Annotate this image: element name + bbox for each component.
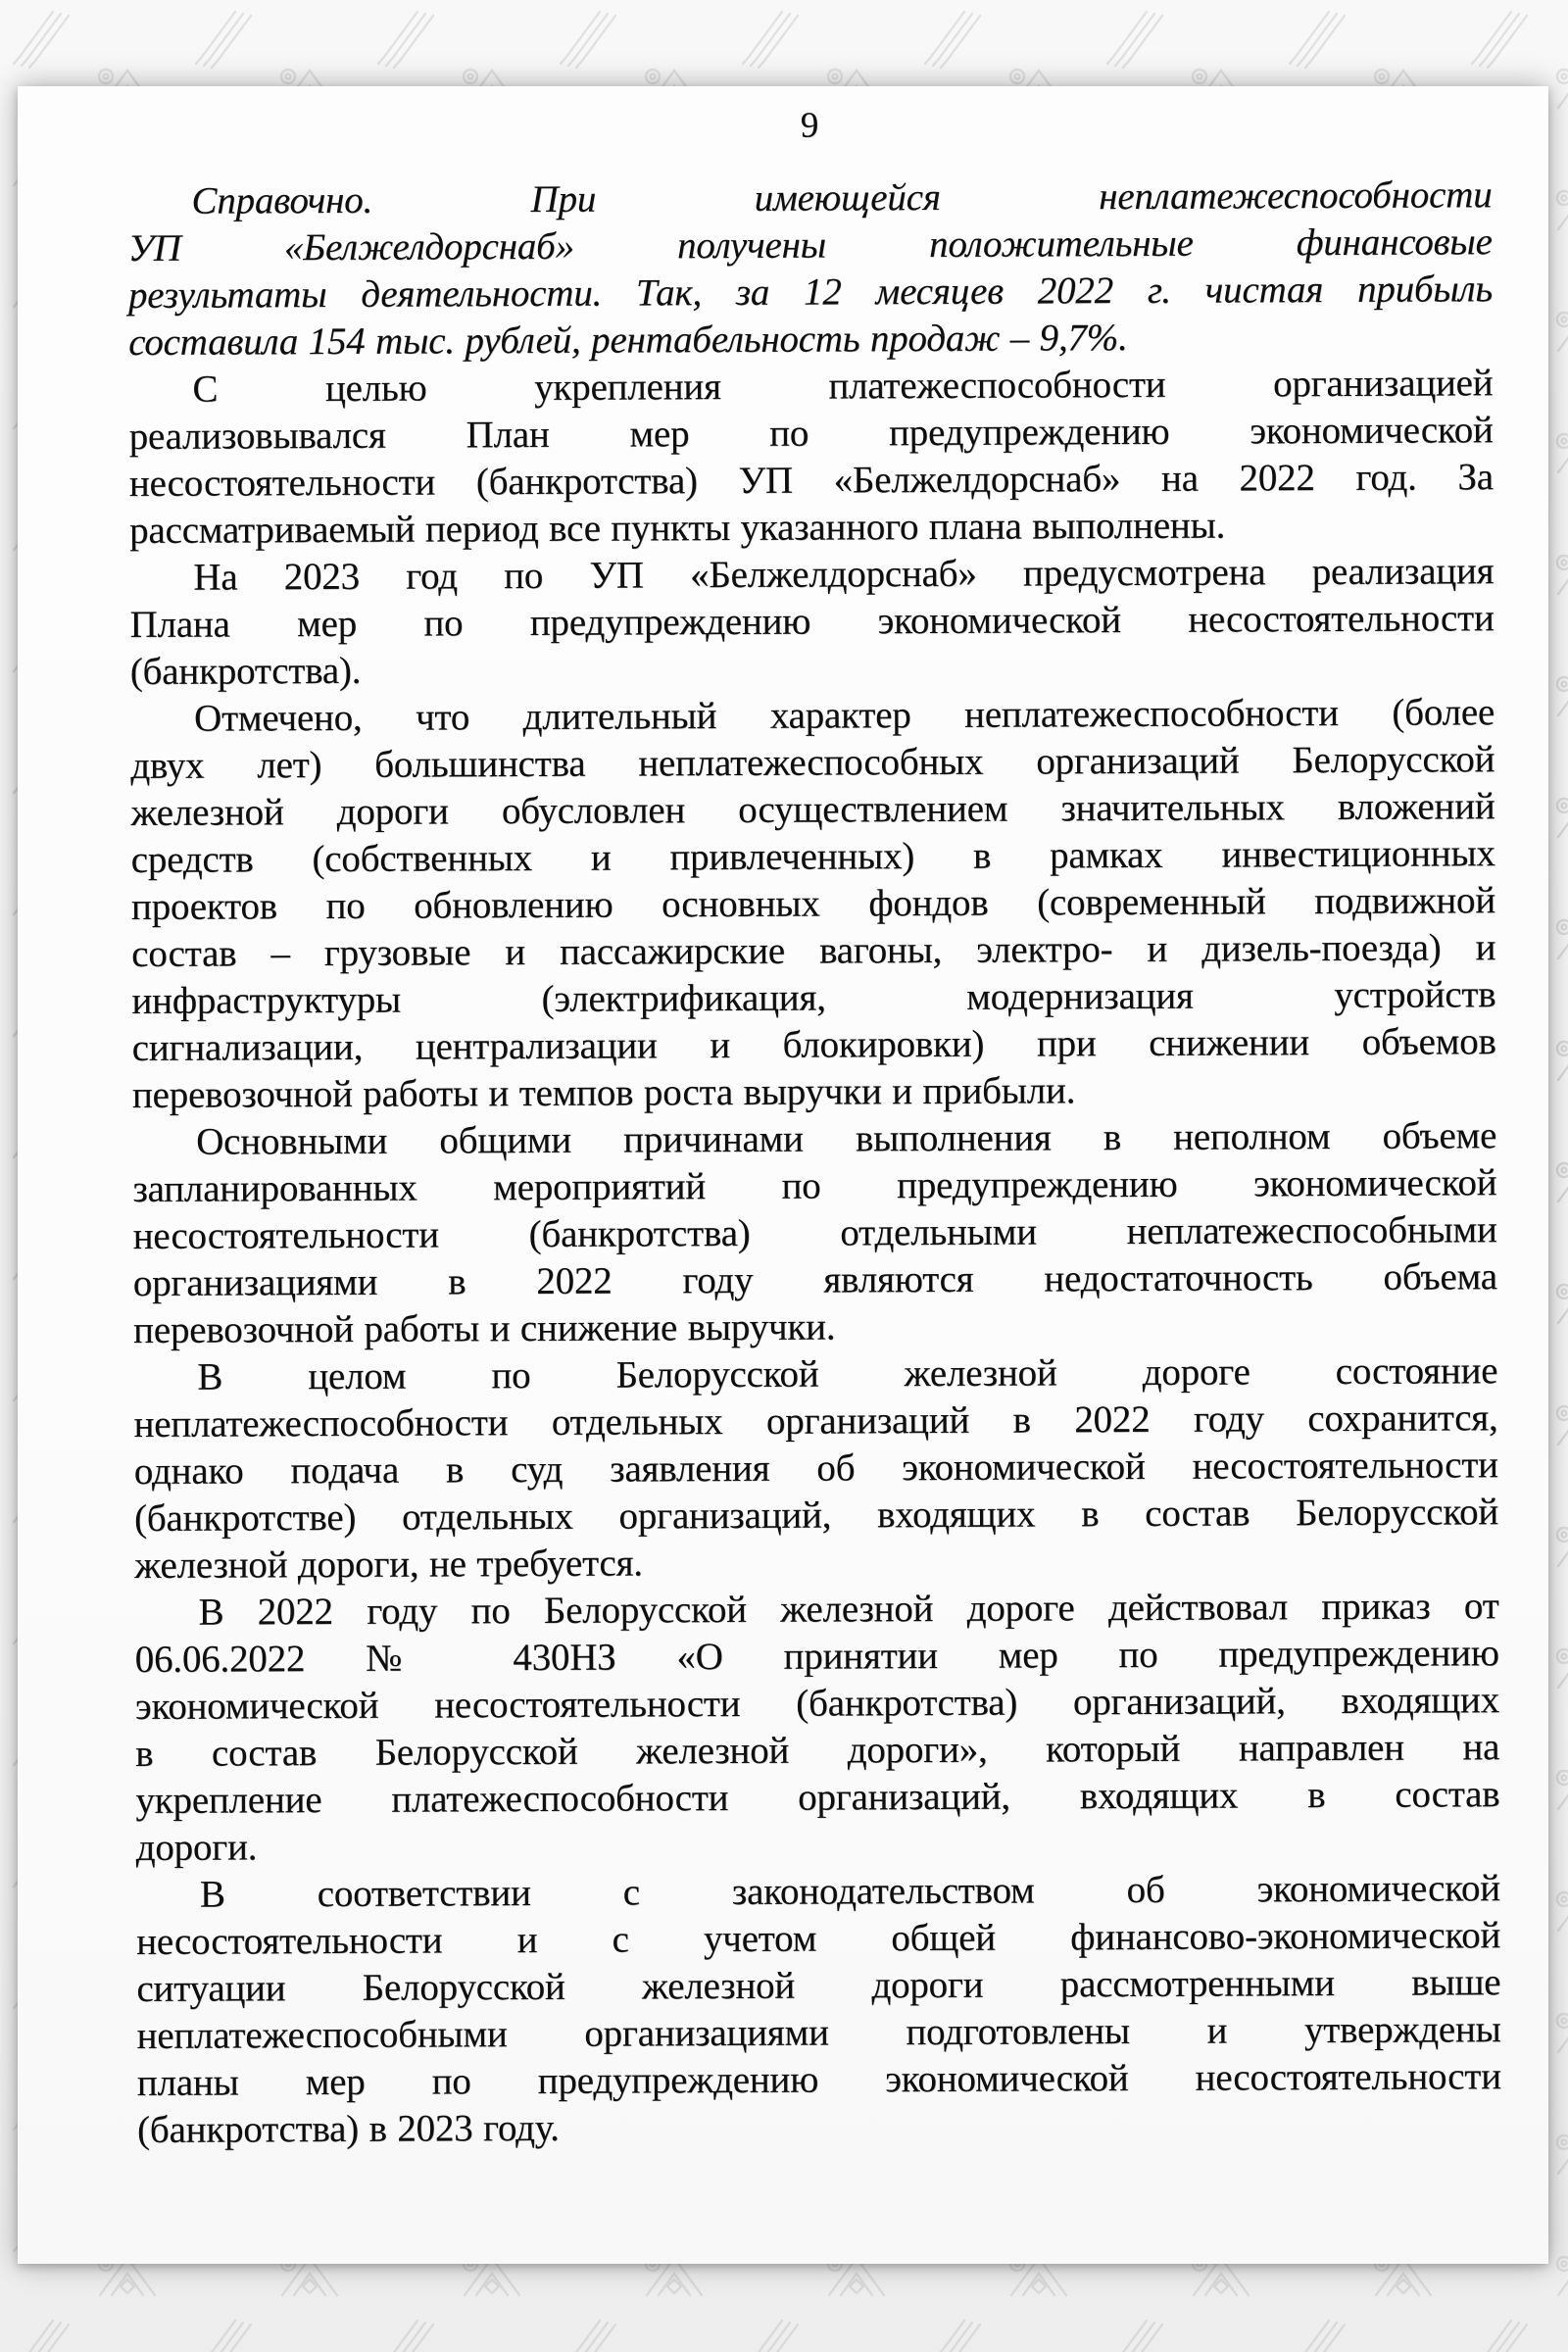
text-line: неплатежеспособности отдельных организаций в 2022 году сохранится, xyxy=(133,1396,1498,1446)
text-line: несостоятельности и с учетом общей финансово-экономической xyxy=(136,1914,1501,1963)
text-line: организациями в 2022 году являются недостаточность объема xyxy=(132,1255,1497,1304)
paragraph xyxy=(132,1112,1497,1354)
text-line: перевозочной работы и темпов роста выручки и прибыли. xyxy=(131,1069,1076,1116)
paragraph xyxy=(128,360,1494,555)
text-line: состав – грузовые и пассажирские вагоны, электро- и дизель-поезда) и xyxy=(131,926,1496,975)
text-line: ситуации Белорусской железной дороги рассмотренными выше xyxy=(136,1961,1501,2010)
text-line: На 2023 год по УП «Белжелдорснаб» предусмотрена реализация xyxy=(193,550,1494,599)
text-line: неплатежеспособными организациями подготовлены и утверждены xyxy=(136,2008,1501,2057)
text-line: реализовывался План мер по предупреждению экономической xyxy=(128,409,1494,458)
text-line: железной дороги обусловлен осуществлением значительных вложений xyxy=(130,785,1495,834)
text-line: проектов по обновлению основных фондов (современный подвижной xyxy=(130,879,1496,928)
text-line: УП «Белжелдорснаб» получены положительные финансовые xyxy=(127,220,1493,270)
text-line: несостоятельности (банкротства) отдельными неплатежеспособными xyxy=(132,1208,1497,1257)
paragraph xyxy=(129,548,1494,696)
text-line: средств (собственных и привлеченных) в рамках инвестиционных xyxy=(130,832,1495,881)
text-line: 06.06.2022 № 430НЗ «О принятии мер по предупреждению xyxy=(134,1632,1499,1681)
paragraph xyxy=(130,689,1496,1119)
paragraph xyxy=(136,1865,1501,2154)
text-line: несостоятельности (банкротства) УП «Белжелдорснаб» на 2022 год. За xyxy=(128,456,1494,505)
text-line: экономической несостоятельности (банкротства) организаций, входящих xyxy=(134,1679,1500,1728)
text-line: запланированных мероприятий по предупреждению экономической xyxy=(132,1161,1497,1210)
paragraph xyxy=(133,1348,1498,1590)
text-line: дороги. xyxy=(135,1826,258,1869)
text-line: Основными общими причинами выполнения в неполном объеме xyxy=(196,1114,1497,1163)
document-page xyxy=(18,86,1548,2264)
text-line: результаты деятельности. Так, за 12 месяцев 2022 г. чистая прибыль xyxy=(127,268,1494,317)
text-line: (банкротства) в 2023 году. xyxy=(136,2106,560,2151)
text-line: (банкротства). xyxy=(129,649,362,693)
text-line: Справочно. При имеющейся неплатежеспособности xyxy=(191,173,1493,222)
text-line: Плана мер по предупреждению экономической несостоятельности xyxy=(129,597,1494,646)
text-line: железной дороги, не требуется. xyxy=(134,1542,643,1587)
text-block xyxy=(127,101,1501,2154)
paragraph xyxy=(127,172,1493,367)
text-line: перевозочной работы и снижение выручки. xyxy=(132,1305,836,1351)
text-line: планы мер по предупреждению экономической несостоятельности xyxy=(136,2055,1501,2104)
text-line: составила 154 тыс. рублей, рентабельность продаж – 9,7%. xyxy=(128,317,1128,364)
text-line: (банкротстве) отдельных организаций, входящих в состав Белорусской xyxy=(133,1491,1499,1540)
text-line: инфраструктуры (электрификация, модернизация устройств xyxy=(131,973,1496,1022)
text-line: сигнализации, централизации и блокировки) при снижении объемов xyxy=(131,1020,1496,1069)
text-line: рассматриваемый период все пункты указанного плана выполнены. xyxy=(129,504,1226,552)
text-line: В соответствии с законодательством об экономической xyxy=(199,1867,1500,1916)
page-number: 9 xyxy=(800,105,819,146)
text-line: двух лет) большинства неплатежеспособных организаций Белорусской xyxy=(130,738,1495,787)
text-line: С целью укрепления платежеспособности организацией xyxy=(192,362,1494,411)
text-line: укрепление платежеспособности организаций, входящих в состав xyxy=(135,1773,1500,1822)
text-line: В целом по Белорусской железной дороге состояние xyxy=(197,1349,1498,1398)
text-line: в состав Белорусской железной дороги», который направлен на xyxy=(135,1726,1500,1775)
text-line: В 2022 году по Белорусской железной дороге действовал приказ от xyxy=(198,1585,1499,1634)
paragraph xyxy=(134,1583,1499,1872)
text-line: Отмечено, что длительный характер неплатежеспособности (более xyxy=(193,691,1495,740)
text-line: однако подача в суд заявления об экономической несостоятельности xyxy=(133,1444,1498,1493)
